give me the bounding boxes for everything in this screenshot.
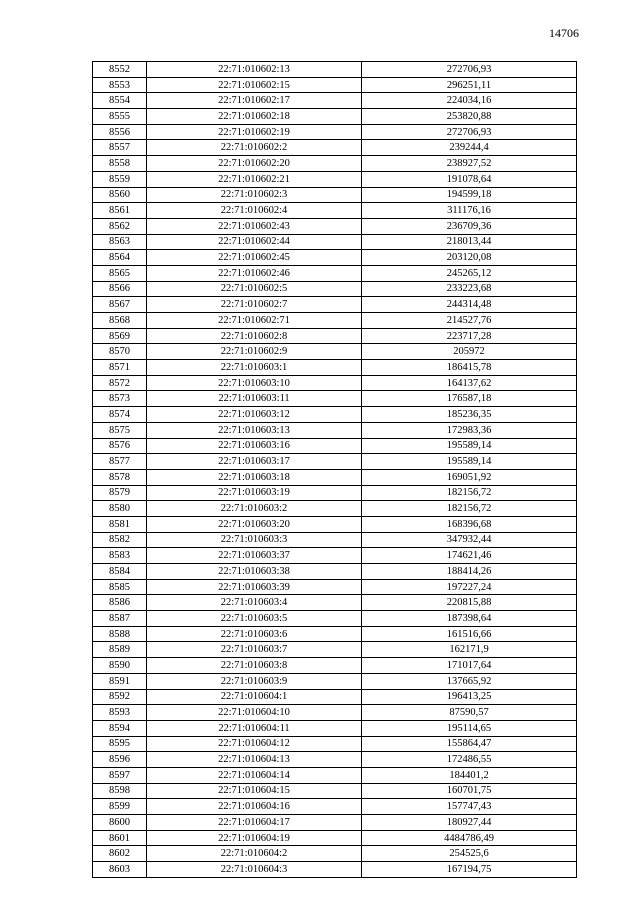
table-row xyxy=(93,815,577,831)
value-cell: 87590,57 xyxy=(362,705,577,721)
cadastral-number-cell: 22:71:010602:4 xyxy=(147,203,362,219)
value-cell: 224034,16 xyxy=(362,93,577,109)
table-row xyxy=(93,642,577,658)
cadastral-number-cell: 22:71:010603:13 xyxy=(147,422,362,438)
row-number-cell: 8602 xyxy=(93,846,147,862)
value-cell: 239244,4 xyxy=(362,140,577,156)
table-row xyxy=(93,673,577,689)
value-cell: 155864,47 xyxy=(362,736,577,752)
cadastral-number-cell: 22:71:010604:13 xyxy=(147,752,362,768)
table-row xyxy=(93,62,577,78)
value-cell: 176587,18 xyxy=(362,391,577,407)
table-row xyxy=(93,109,577,125)
row-number-cell: 8554 xyxy=(93,93,147,109)
value-cell: 182156,72 xyxy=(362,485,577,501)
registry-table xyxy=(92,61,577,878)
table-row xyxy=(93,720,577,736)
table-row xyxy=(93,626,577,642)
cadastral-number-cell: 22:71:010602:21 xyxy=(147,171,362,187)
row-number-cell: 8603 xyxy=(93,862,147,878)
value-cell: 191078,64 xyxy=(362,171,577,187)
cadastral-number-cell: 22:71:010604:1 xyxy=(147,689,362,705)
cadastral-number-cell: 22:71:010602:2 xyxy=(147,140,362,156)
row-number-cell: 8589 xyxy=(93,642,147,658)
row-number-cell: 8553 xyxy=(93,77,147,93)
cadastral-number-cell: 22:71:010604:19 xyxy=(147,830,362,846)
cadastral-number-cell: 22:71:010602:8 xyxy=(147,328,362,344)
value-cell: 164137,62 xyxy=(362,375,577,391)
table-row xyxy=(93,752,577,768)
cadastral-number-cell: 22:71:010602:13 xyxy=(147,62,362,78)
row-number-cell: 8590 xyxy=(93,658,147,674)
table-row xyxy=(93,799,577,815)
row-number-cell: 8566 xyxy=(93,281,147,297)
table-row xyxy=(93,391,577,407)
cadastral-number-cell: 22:71:010603:38 xyxy=(147,564,362,580)
row-number-cell: 8598 xyxy=(93,783,147,799)
table-row xyxy=(93,830,577,846)
value-cell: 245265,12 xyxy=(362,265,577,281)
row-number-cell: 8593 xyxy=(93,705,147,721)
row-number-cell: 8586 xyxy=(93,595,147,611)
row-number-cell: 8587 xyxy=(93,611,147,627)
table-row xyxy=(93,407,577,423)
row-number-cell: 8571 xyxy=(93,360,147,376)
value-cell: 311176,16 xyxy=(362,203,577,219)
cadastral-number-cell: 22:71:010602:71 xyxy=(147,313,362,329)
row-number-cell: 8574 xyxy=(93,407,147,423)
cadastral-number-cell: 22:71:010603:4 xyxy=(147,595,362,611)
row-number-cell: 8583 xyxy=(93,548,147,564)
table-row xyxy=(93,375,577,391)
value-cell: 167194,75 xyxy=(362,862,577,878)
cadastral-number-cell: 22:71:010603:20 xyxy=(147,516,362,532)
value-cell: 195589,14 xyxy=(362,454,577,470)
table-row xyxy=(93,611,577,627)
cadastral-number-cell: 22:71:010602:45 xyxy=(147,250,362,266)
cadastral-number-cell: 22:71:010602:17 xyxy=(147,93,362,109)
table-row xyxy=(93,187,577,203)
cadastral-number-cell: 22:71:010604:17 xyxy=(147,815,362,831)
row-number-cell: 8591 xyxy=(93,673,147,689)
table-row xyxy=(93,532,577,548)
row-number-cell: 8576 xyxy=(93,438,147,454)
table-row xyxy=(93,485,577,501)
cadastral-number-cell: 22:71:010602:3 xyxy=(147,187,362,203)
row-number-cell: 8562 xyxy=(93,218,147,234)
table-row xyxy=(93,705,577,721)
cadastral-number-cell: 22:71:010602:15 xyxy=(147,77,362,93)
row-number-cell: 8557 xyxy=(93,140,147,156)
value-cell: 233223,68 xyxy=(362,281,577,297)
cadastral-number-cell: 22:71:010602:46 xyxy=(147,265,362,281)
row-number-cell: 8572 xyxy=(93,375,147,391)
row-number-cell: 8556 xyxy=(93,124,147,140)
value-cell: 172983,36 xyxy=(362,422,577,438)
table-row xyxy=(93,360,577,376)
table-row xyxy=(93,767,577,783)
table-row xyxy=(93,124,577,140)
value-cell: 205972 xyxy=(362,344,577,360)
row-number-cell: 8585 xyxy=(93,579,147,595)
row-number-cell: 8599 xyxy=(93,799,147,815)
value-cell: 254525,6 xyxy=(362,846,577,862)
cadastral-number-cell: 22:71:010604:16 xyxy=(147,799,362,815)
cadastral-number-cell: 22:71:010602:5 xyxy=(147,281,362,297)
row-number-cell: 8564 xyxy=(93,250,147,266)
row-number-cell: 8555 xyxy=(93,109,147,125)
table-row xyxy=(93,203,577,219)
cadastral-number-cell: 22:71:010602:19 xyxy=(147,124,362,140)
value-cell: 296251,11 xyxy=(362,77,577,93)
table-row xyxy=(93,579,577,595)
value-cell: 160701,75 xyxy=(362,783,577,799)
row-number-cell: 8577 xyxy=(93,454,147,470)
cadastral-number-cell: 22:71:010603:9 xyxy=(147,673,362,689)
value-cell: 180927,44 xyxy=(362,815,577,831)
value-cell: 196413,25 xyxy=(362,689,577,705)
value-cell: 186415,78 xyxy=(362,360,577,376)
row-number-cell: 8563 xyxy=(93,234,147,250)
table-row xyxy=(93,548,577,564)
value-cell: 238927,52 xyxy=(362,156,577,172)
value-cell: 347932,44 xyxy=(362,532,577,548)
cadastral-number-cell: 22:71:010604:15 xyxy=(147,783,362,799)
value-cell: 244314,48 xyxy=(362,297,577,313)
row-number-cell: 8597 xyxy=(93,767,147,783)
cadastral-number-cell: 22:71:010604:11 xyxy=(147,720,362,736)
value-cell: 194599,18 xyxy=(362,187,577,203)
cadastral-number-cell: 22:71:010603:1 xyxy=(147,360,362,376)
row-number-cell: 8578 xyxy=(93,469,147,485)
table-row xyxy=(93,438,577,454)
value-cell: 162171,9 xyxy=(362,642,577,658)
table-row xyxy=(93,77,577,93)
row-number-cell: 8552 xyxy=(93,62,147,78)
table-row xyxy=(93,736,577,752)
value-cell: 203120,08 xyxy=(362,250,577,266)
value-cell: 174621,46 xyxy=(362,548,577,564)
value-cell: 182156,72 xyxy=(362,501,577,517)
table-row xyxy=(93,281,577,297)
value-cell: 223717,28 xyxy=(362,328,577,344)
cadastral-number-cell: 22:71:010602:18 xyxy=(147,109,362,125)
row-number-cell: 8594 xyxy=(93,720,147,736)
cadastral-number-cell: 22:71:010602:43 xyxy=(147,218,362,234)
row-number-cell: 8579 xyxy=(93,485,147,501)
row-number-cell: 8560 xyxy=(93,187,147,203)
cadastral-number-cell: 22:71:010603:5 xyxy=(147,611,362,627)
table-row xyxy=(93,218,577,234)
cadastral-number-cell: 22:71:010603:37 xyxy=(147,548,362,564)
value-cell: 157747,43 xyxy=(362,799,577,815)
row-number-cell: 8565 xyxy=(93,265,147,281)
row-number-cell: 8570 xyxy=(93,344,147,360)
row-number-cell: 8573 xyxy=(93,391,147,407)
table-row xyxy=(93,156,577,172)
cadastral-number-cell: 22:71:010602:44 xyxy=(147,234,362,250)
table-row xyxy=(93,250,577,266)
table-row xyxy=(93,501,577,517)
cadastral-number-cell: 22:71:010604:12 xyxy=(147,736,362,752)
table-row xyxy=(93,783,577,799)
table-row xyxy=(93,564,577,580)
cadastral-number-cell: 22:71:010603:10 xyxy=(147,375,362,391)
row-number-cell: 8588 xyxy=(93,626,147,642)
table-row xyxy=(93,658,577,674)
value-cell: 272706,93 xyxy=(362,124,577,140)
cadastral-number-cell: 22:71:010602:20 xyxy=(147,156,362,172)
row-number-cell: 8581 xyxy=(93,516,147,532)
registry-table-body xyxy=(93,62,577,878)
row-number-cell: 8580 xyxy=(93,501,147,517)
value-cell: 169051,92 xyxy=(362,469,577,485)
row-number-cell: 8595 xyxy=(93,736,147,752)
value-cell: 168396,68 xyxy=(362,516,577,532)
table-row xyxy=(93,344,577,360)
value-cell: 184401,2 xyxy=(362,767,577,783)
row-number-cell: 8567 xyxy=(93,297,147,313)
table-row xyxy=(93,234,577,250)
cadastral-number-cell: 22:71:010603:2 xyxy=(147,501,362,517)
row-number-cell: 8596 xyxy=(93,752,147,768)
cadastral-number-cell: 22:71:010603:16 xyxy=(147,438,362,454)
cadastral-number-cell: 22:71:010602:7 xyxy=(147,297,362,313)
value-cell: 197227,24 xyxy=(362,579,577,595)
value-cell: 187398,64 xyxy=(362,611,577,627)
table-row xyxy=(93,328,577,344)
value-cell: 188414,26 xyxy=(362,564,577,580)
table-row xyxy=(93,422,577,438)
page-number: 14706 xyxy=(549,26,579,40)
table-row xyxy=(93,846,577,862)
cadastral-number-cell: 22:71:010603:11 xyxy=(147,391,362,407)
cadastral-number-cell: 22:71:010603:19 xyxy=(147,485,362,501)
row-number-cell: 8600 xyxy=(93,815,147,831)
cadastral-number-cell: 22:71:010604:3 xyxy=(147,862,362,878)
table-row xyxy=(93,93,577,109)
cadastral-number-cell: 22:71:010603:7 xyxy=(147,642,362,658)
cadastral-number-cell: 22:71:010603:8 xyxy=(147,658,362,674)
table-row xyxy=(93,689,577,705)
table-row xyxy=(93,313,577,329)
value-cell: 214527,76 xyxy=(362,313,577,329)
table-row xyxy=(93,469,577,485)
cadastral-number-cell: 22:71:010602:9 xyxy=(147,344,362,360)
value-cell: 172486,55 xyxy=(362,752,577,768)
table-row xyxy=(93,595,577,611)
table-row xyxy=(93,297,577,313)
value-cell: 253820,88 xyxy=(362,109,577,125)
table-row xyxy=(93,265,577,281)
value-cell: 236709,36 xyxy=(362,218,577,234)
value-cell: 195114,65 xyxy=(362,720,577,736)
table-row xyxy=(93,454,577,470)
cadastral-number-cell: 22:71:010603:3 xyxy=(147,532,362,548)
cadastral-number-cell: 22:71:010604:10 xyxy=(147,705,362,721)
cadastral-number-cell: 22:71:010603:12 xyxy=(147,407,362,423)
row-number-cell: 8568 xyxy=(93,313,147,329)
cadastral-number-cell: 22:71:010603:6 xyxy=(147,626,362,642)
cadastral-number-cell: 22:71:010603:17 xyxy=(147,454,362,470)
row-number-cell: 8601 xyxy=(93,830,147,846)
value-cell: 171017,64 xyxy=(362,658,577,674)
row-number-cell: 8575 xyxy=(93,422,147,438)
cadastral-number-cell: 22:71:010604:14 xyxy=(147,767,362,783)
value-cell: 220815,88 xyxy=(362,595,577,611)
row-number-cell: 8558 xyxy=(93,156,147,172)
value-cell: 272706,93 xyxy=(362,62,577,78)
row-number-cell: 8582 xyxy=(93,532,147,548)
row-number-cell: 8592 xyxy=(93,689,147,705)
value-cell: 137665,92 xyxy=(362,673,577,689)
table-row xyxy=(93,140,577,156)
row-number-cell: 8584 xyxy=(93,564,147,580)
row-number-cell: 8559 xyxy=(93,171,147,187)
cadastral-number-cell: 22:71:010603:39 xyxy=(147,579,362,595)
table-row xyxy=(93,862,577,878)
value-cell: 218013,44 xyxy=(362,234,577,250)
cadastral-number-cell: 22:71:010603:18 xyxy=(147,469,362,485)
table-row xyxy=(93,516,577,532)
cadastral-number-cell: 22:71:010604:2 xyxy=(147,846,362,862)
value-cell: 195589,14 xyxy=(362,438,577,454)
value-cell: 185236,35 xyxy=(362,407,577,423)
value-cell: 161516,66 xyxy=(362,626,577,642)
value-cell: 4484786,49 xyxy=(362,830,577,846)
table-row xyxy=(93,171,577,187)
row-number-cell: 8569 xyxy=(93,328,147,344)
row-number-cell: 8561 xyxy=(93,203,147,219)
